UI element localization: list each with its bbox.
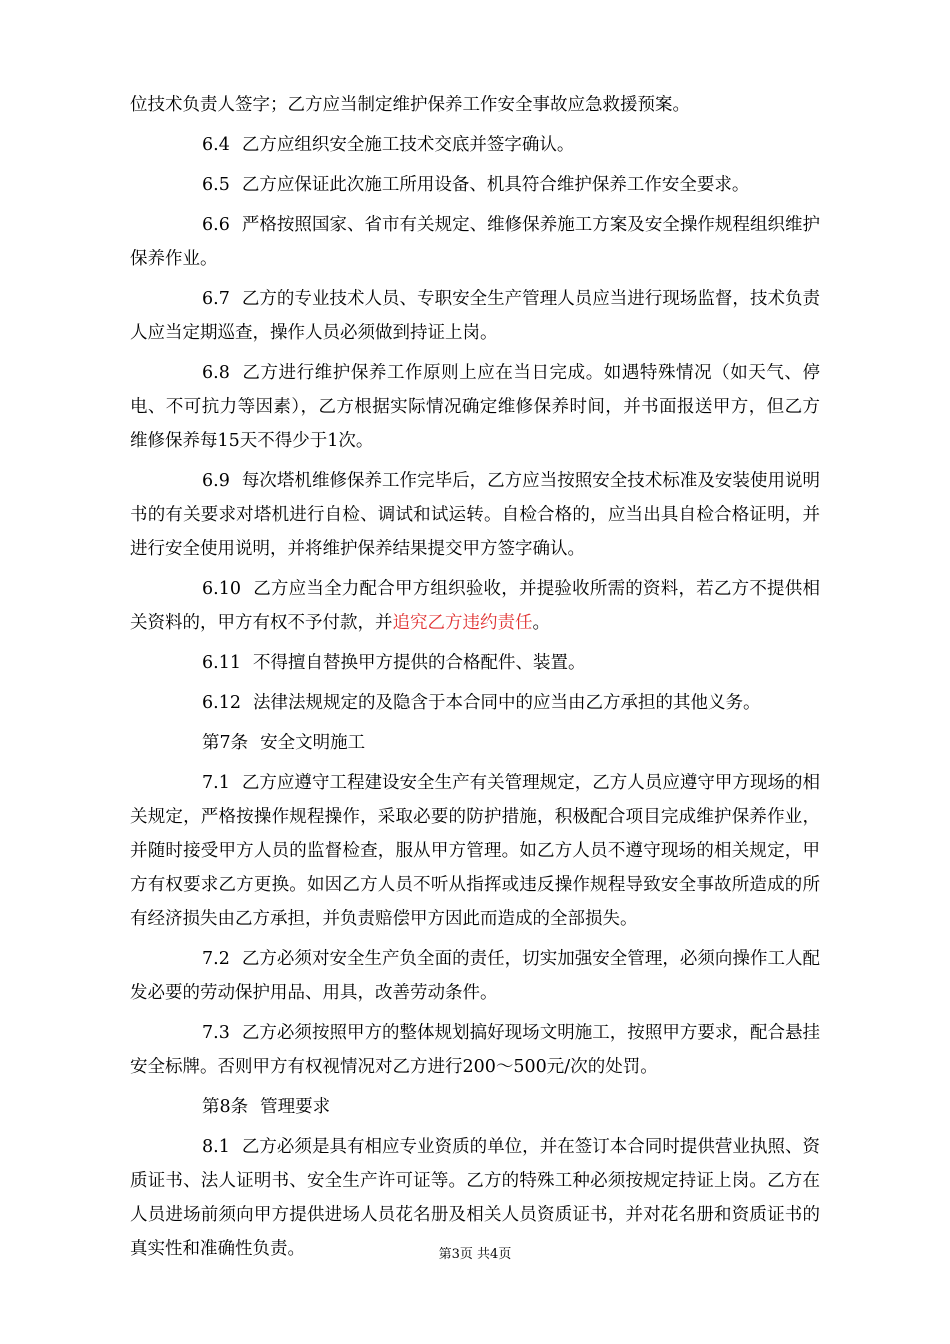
- paragraph: [130, 356, 820, 458]
- paragraph: [130, 1090, 820, 1124]
- clause-text: 乙方应保证此次施工所用设备、机具符合维护保养工作安全要求。: [241, 175, 750, 195]
- clause-text: 安全文明施工: [260, 733, 366, 753]
- clause-text: 乙方必须按照甲方的整体规划搞好现场文明施工，按照甲方要求，配合悬挂安全标牌。否则甲方有权视情况对乙方进行200～500元/次的处罚。: [130, 1023, 820, 1077]
- clause-number: 第8条: [202, 1097, 249, 1117]
- document-body: [130, 88, 820, 1272]
- clause-text: 乙方进行维护保养工作原则上应在当日完成。如遇特殊情况（如天气、停电、不可抗力等因素），乙方根据实际情况确定维修保养时间，并书面报送甲方，但乙方维修保养每15天不得少于1次。: [130, 363, 820, 451]
- clause-number: 6.5: [202, 175, 230, 195]
- paragraph: [130, 168, 820, 202]
- paragraph: [130, 942, 820, 1010]
- clause-number: 6.7: [202, 289, 230, 309]
- clause-text: 严格按照国家、省市有关规定、维修保养施工方案及安全操作规程组织维护保养作业。: [130, 215, 820, 269]
- clause-number: 7.2: [202, 949, 230, 969]
- paragraph: [130, 208, 820, 276]
- paragraph: [130, 88, 820, 122]
- clause-number: 6.12: [202, 693, 241, 713]
- paragraph: [130, 646, 820, 680]
- clause-text: 乙方必须对安全生产负全面的责任，切实加强安全管理，必须向操作工人配发必要的劳动保护用品、用具，改善劳动条件。: [130, 949, 820, 1003]
- clause-number: 6.11: [202, 653, 241, 673]
- paragraph: [130, 572, 820, 640]
- clause-text: 乙方应遵守工程建设安全生产有关管理规定，乙方人员应遵守甲方现场的相关规定，严格按操作规程操作，采取必要的防护措施，积极配合项目完成维护保养作业，并随时接受甲方人员的监督检查，服从甲方管理。如乙方人员不遵守现场的相关规定，甲方有权要求乙方更换。如因乙方人员不听从指挥或违反操作规程导致安全事故所造成的所有经济损失由乙方承担，并负责赔偿甲方因此而造成的全部损失。: [130, 773, 820, 929]
- clause-text: 不得擅自替换甲方提供的合格配件、装置。: [252, 653, 586, 673]
- paragraph: [130, 464, 820, 566]
- clause-number: 6.10: [202, 579, 241, 599]
- clause-number: 6.8: [202, 363, 230, 383]
- clause-text: 乙方的专业技术人员、专职安全生产管理人员应当进行现场监督，技术负责人应当定期巡查，操作人员必须做到持证上岗。: [130, 289, 820, 343]
- clause-text: 每次塔机维修保养工作完毕后，乙方应当按照安全技术标准及安装使用说明书的有关要求对塔机进行自检、调试和试运转。自检合格的，应当出具自检合格证明，并进行安全使用说明，并将维护保养结果提交甲方签字确认。: [130, 471, 820, 559]
- paragraph: [130, 686, 820, 720]
- highlighted-text: 追究乙方违约责任: [392, 613, 533, 633]
- clause-text: 乙方应当全力配合甲方组织验收，并提验收所需的资料，若乙方不提供相关资料的，甲方有权不予付款，并: [130, 579, 820, 633]
- clause-text: 位技术负责人签字；乙方应当制定维护保养工作安全事故应急救援预案。: [130, 95, 690, 115]
- clause-text: 法律法规规定的及隐含于本合同中的应当由乙方承担的其他义务。: [252, 693, 761, 713]
- page-footer: 第3页 共4页: [438, 1247, 512, 1262]
- clause-number: 6.4: [202, 135, 230, 155]
- clause-number: 6.9: [202, 471, 230, 491]
- paragraph: [130, 282, 820, 350]
- paragraph: [130, 726, 820, 760]
- clause-number: 7.1: [202, 773, 230, 793]
- paragraph: [130, 766, 820, 936]
- clause-number: 7.3: [202, 1023, 230, 1043]
- paragraph: [130, 128, 820, 162]
- clause-number: 6.6: [202, 215, 230, 235]
- clause-text: 乙方必须是具有相应专业资质的单位，并在签订本合同时提供营业执照、资质证书、法人证明书、安全生产许可证等。乙方的特殊工种必须按规定持证上岗。乙方在人员进场前须向甲方提供进场人员花名册及相关人员资质证书，并对花名册和资质证书的真实性和准确性负责。: [130, 1137, 820, 1259]
- clause-number: 8.1: [202, 1137, 230, 1157]
- clause-text: 乙方应组织安全施工技术交底并签字确认。: [241, 135, 575, 155]
- clause-number: 第7条: [202, 733, 249, 753]
- clause-text-tail: 。: [532, 613, 550, 633]
- paragraph: [130, 1016, 820, 1084]
- clause-text: 管理要求: [260, 1097, 331, 1117]
